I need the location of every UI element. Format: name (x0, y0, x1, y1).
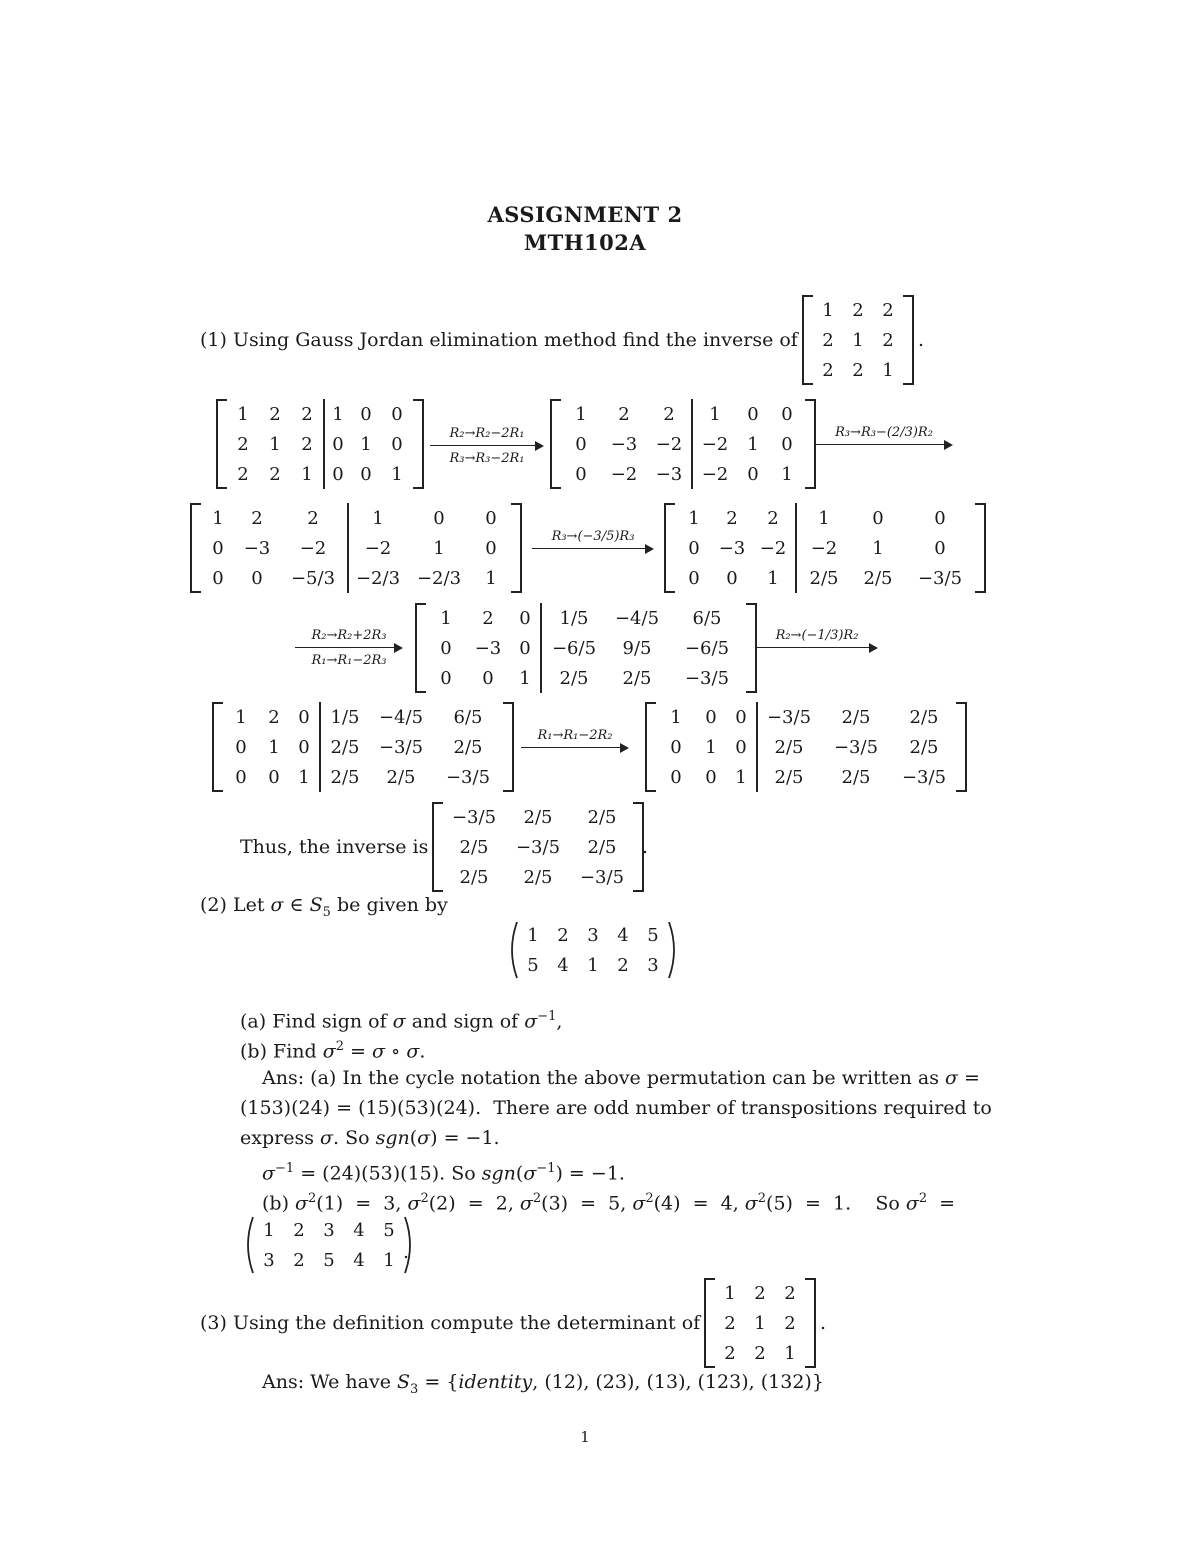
matrix-cell: −3/5 (917, 567, 963, 589)
matrix-cell: −3 (718, 537, 746, 559)
matrix-row (201, 563, 511, 593)
matrix-row (715, 1338, 805, 1368)
matrix-cell: 2 (237, 463, 249, 485)
matrix-cell: 0 (747, 463, 759, 485)
matrix-row (715, 1278, 805, 1308)
matrix-cell: 0 (360, 463, 372, 485)
matrix-cell: 1 (670, 706, 682, 728)
row-op-arrow-3 (532, 529, 654, 554)
permutation-cell: 5 (527, 954, 539, 976)
matrix-cell: 1 (735, 766, 747, 788)
permutation-row (518, 920, 668, 950)
matrix-cell: 2 (784, 1312, 796, 1334)
matrix-row (227, 459, 413, 489)
matrix-cell: −3/5 (515, 836, 561, 858)
matrix-cell: 0 (268, 766, 280, 788)
matrix-cell: 1 (268, 736, 280, 758)
q2-statement: (2) Let σ ∈ $S_5$ be given by (200, 894, 448, 920)
matrix-cell: −3 (610, 433, 638, 455)
permutation-cell: 3 (263, 1249, 275, 1271)
matrix-cell: 0 (688, 537, 700, 559)
matrix-cell: 2/5 (841, 706, 871, 728)
q1-label: (1) (200, 329, 227, 351)
matrix-cell: 6/5 (453, 706, 483, 728)
permutation-cell: 4 (353, 1219, 365, 1241)
q3-text: Using the definition compute the determinant of (232, 1312, 701, 1334)
row-op-arrow-1 (430, 426, 544, 466)
matrix-cell: 2 (822, 359, 834, 381)
matrix-cell: 0 (781, 403, 793, 425)
permutation-cell: 2 (617, 954, 629, 976)
permutation-sigma (506, 920, 680, 980)
matrix-cell: 1 (298, 766, 310, 788)
result-text: Thus, the inverse is (240, 836, 429, 858)
q2-ans-label: Ans: (262, 1067, 305, 1089)
matrix-cell: 0 (391, 433, 403, 455)
matrix-cell: −3 (655, 463, 683, 485)
matrix-cell: −2 (610, 463, 638, 485)
matrix-cell: −2/3 (348, 563, 407, 593)
matrix-cell: 2 (301, 433, 313, 455)
q1-matrix (802, 295, 914, 385)
matrix-cell: 2 (852, 299, 864, 321)
permutation-cell: 1 (587, 954, 599, 976)
augmented-matrix-5 (212, 702, 514, 792)
matrix-cell: 2/5 (841, 766, 871, 788)
matrix-cell: 1 (433, 537, 445, 559)
matrix-cell: 0 (705, 706, 717, 728)
matrix-cell: 0 (934, 507, 946, 529)
matrix-row (201, 533, 511, 563)
matrix-cell: 2/5 (523, 866, 553, 888)
matrix-cell: 0 (575, 463, 587, 485)
matrix-cell: 0 (360, 403, 372, 425)
matrix-cell: 2/5 (909, 706, 939, 728)
matrix-cell: 2/5 (523, 806, 553, 828)
matrix-cell: 0 (519, 637, 531, 659)
matrix-cell: 2 (237, 433, 249, 455)
matrix-cell: −2 (759, 537, 787, 559)
matrix-cell: 1 (754, 1312, 766, 1334)
matrix-cell: 0 (433, 507, 445, 529)
permutation-cell: 2 (557, 924, 569, 946)
matrix-cell: 0 (482, 667, 494, 689)
inverse-matrix (432, 802, 644, 892)
matrix-cell: 2 (754, 1282, 766, 1304)
matrix-cell: −6/5 (541, 633, 606, 663)
matrix-row (223, 762, 503, 792)
matrix-cell: 2 (269, 463, 281, 485)
matrix-row (813, 355, 903, 385)
matrix-row (561, 429, 805, 459)
matrix-cell: −3 (243, 537, 271, 559)
matrix-row (675, 563, 975, 593)
matrix-row (426, 633, 746, 663)
matrix-cell: 2/5 (622, 667, 652, 689)
matrix-cell: 2 (618, 403, 630, 425)
matrix-cell: 0 (575, 433, 587, 455)
q2-answer-line-5: (b) $\sigma^2(1) = 3$, $\sigma^2(2) = 2$, $\sigma^2(3) = 5$, $\sigma^2(4) = 4$, $\sigma^2(5) = 1$. So $\sigma^2$ = (262, 1191, 956, 1215)
matrix-cell: 0 (298, 706, 310, 728)
matrix-cell: 1 (212, 507, 224, 529)
matrix-cell: 2 (724, 1312, 736, 1334)
matrix-row (813, 325, 903, 355)
matrix-cell: 1 (784, 1342, 796, 1364)
q3-period: . (820, 1312, 827, 1334)
matrix-cell: −2 (692, 459, 737, 489)
matrix-cell: 0 (212, 537, 224, 559)
q2-part-a: (a) Find sign of σ and sign of $\sigma^{-1}$, (240, 1009, 563, 1033)
matrix-cell: 0 (670, 736, 682, 758)
permutation-row (254, 1215, 404, 1245)
matrix-cell: −3/5 (901, 766, 947, 788)
q2-answer-line-3: express σ. So sgn(σ) = −1. (240, 1127, 500, 1149)
matrix-cell: 2 (726, 507, 738, 529)
matrix-row (561, 399, 805, 429)
matrix-cell: 0 (705, 766, 717, 788)
matrix-cell: −2/3 (416, 567, 462, 589)
matrix-row (675, 503, 975, 533)
matrix-cell: −6/5 (684, 637, 730, 659)
matrix-cell: 0 (670, 766, 682, 788)
augmented-matrix-3 (664, 503, 986, 593)
matrix-cell: −4/5 (378, 706, 424, 728)
matrix-cell: 2/5 (320, 732, 369, 762)
course-code: MTH102A (523, 230, 647, 255)
row-op-arrow-6 (521, 728, 629, 753)
matrix-cell: 1 (822, 299, 834, 321)
augmented-matrix-2 (190, 503, 522, 593)
row-op-4-bottom: R₁→R₁−2R₃ (311, 653, 387, 668)
matrix-cell: −2 (299, 537, 327, 559)
permutation-sigma-squared (242, 1215, 416, 1275)
q1-statement (200, 328, 798, 352)
matrix-cell: 0 (688, 567, 700, 589)
q2-answer-line-4: $\sigma^{-1} = (24)(53)(15)$. So $sgn(\sigma^{-1}) = -1$. (262, 1161, 625, 1185)
matrix-cell: 2/5 (459, 866, 489, 888)
matrix-cell: 0 (324, 429, 351, 459)
matrix-cell: 2/5 (453, 736, 483, 758)
matrix-cell: 2/5 (320, 762, 369, 792)
row-op-6: R₁→R₁−2R₂ (537, 728, 613, 743)
row-op-1-top: R₂→R₂−2R₁ (449, 426, 525, 441)
page-title: ASSIGNMENT 2 (487, 202, 683, 227)
permutation-cell: 1 (527, 924, 539, 946)
matrix-row (656, 702, 956, 732)
permutation-cell: 1 (383, 1249, 395, 1271)
matrix-cell: 0 (440, 667, 452, 689)
page-number: 1 (580, 1428, 590, 1446)
matrix-cell: 2/5 (386, 766, 416, 788)
matrix-cell: 1 (391, 463, 403, 485)
matrix-cell: 1 (796, 503, 851, 533)
matrix-cell: 0 (440, 637, 452, 659)
matrix-cell: 1 (688, 507, 700, 529)
matrix-row (426, 663, 746, 693)
matrix-cell: 0 (298, 736, 310, 758)
matrix-row (426, 603, 746, 633)
matrix-cell: 1 (724, 1282, 736, 1304)
matrix-cell: −3/5 (445, 766, 491, 788)
matrix-cell: 2 (482, 607, 494, 629)
permutation-cell: 4 (353, 1249, 365, 1271)
q3-answer: Ans: We have $S_3$ = {identity, (12), (23), (13), (123), (132)} (262, 1371, 824, 1397)
row-op-arrow-4 (295, 628, 403, 668)
row-op-5: R₂→(−1/3)R₂ (775, 628, 859, 643)
matrix-cell: 0 (934, 537, 946, 559)
matrix-cell: 2 (301, 403, 313, 425)
q1-text: Using Gauss Jordan elimination method find the inverse of (232, 329, 798, 351)
matrix-cell: 2/5 (541, 663, 606, 693)
matrix-cell: 1/5 (541, 603, 606, 633)
permutation-cell: 5 (383, 1219, 395, 1241)
matrix-cell: 1 (767, 567, 779, 589)
q3-ans-label: Ans: (262, 1371, 305, 1393)
q3-statement (200, 1311, 700, 1335)
matrix-cell: 1 (747, 433, 759, 455)
matrix-cell: 2 (767, 507, 779, 529)
matrix-row (443, 832, 633, 862)
matrix-cell: 1 (692, 399, 737, 429)
permutation-cell: 3 (323, 1219, 335, 1241)
matrix-cell: 2/5 (459, 836, 489, 858)
matrix-row (223, 732, 503, 762)
matrix-cell: 2/5 (909, 736, 939, 758)
permutation-cell: 4 (557, 954, 569, 976)
matrix-cell: 0 (251, 567, 263, 589)
matrix-cell: 2/5 (863, 567, 893, 589)
matrix-cell: 0 (726, 567, 738, 589)
matrix-cell: 6/5 (692, 607, 722, 629)
matrix-cell: 0 (519, 607, 531, 629)
row-op-arrow-5 (756, 628, 878, 653)
matrix-cell: 2 (784, 1282, 796, 1304)
matrix-cell: −2 (655, 433, 683, 455)
matrix-cell: 0 (485, 537, 497, 559)
q2-label: (2) (200, 894, 227, 916)
matrix-cell: −2 (796, 533, 851, 563)
matrix-cell: 1 (882, 359, 894, 381)
augmented-matrix-0 (216, 399, 424, 489)
matrix-cell: 0 (235, 766, 247, 788)
augmented-matrix-4 (415, 603, 757, 693)
matrix-cell: −2 (348, 533, 407, 563)
matrix-row (443, 802, 633, 832)
matrix-cell: 0 (735, 736, 747, 758)
permutation-cell: 5 (647, 924, 659, 946)
matrix-cell: 1 (235, 706, 247, 728)
matrix-cell: −2 (692, 429, 737, 459)
matrix-cell: 1 (781, 463, 793, 485)
matrix-cell: 2 (663, 403, 675, 425)
permutation-cell: 5 (323, 1249, 335, 1271)
matrix-cell: 1 (301, 463, 313, 485)
matrix-cell: 1 (360, 433, 372, 455)
matrix-cell: 2/5 (796, 563, 851, 593)
matrix-cell: −3 (474, 637, 502, 659)
matrix-cell: 2 (754, 1342, 766, 1364)
matrix-cell: 2 (307, 507, 319, 529)
matrix-row (561, 459, 805, 489)
matrix-cell: 2 (852, 359, 864, 381)
sigma2-period: . (403, 1241, 410, 1263)
matrix-cell: 0 (212, 567, 224, 589)
matrix-cell: 1 (237, 403, 249, 425)
matrix-row (675, 533, 975, 563)
matrix-cell: 1 (485, 567, 497, 589)
matrix-cell: 2/5 (757, 762, 820, 792)
matrix-cell: −3/5 (757, 702, 820, 732)
matrix-cell: 1 (705, 736, 717, 758)
q3-label: (3) (200, 1312, 227, 1334)
inverse-period: . (642, 836, 649, 858)
permutation-cell: 3 (587, 924, 599, 946)
matrix-cell: 2/5 (587, 836, 617, 858)
matrix-cell: −3/5 (451, 806, 497, 828)
matrix-cell: 2/5 (587, 806, 617, 828)
matrix-cell: 2 (724, 1342, 736, 1364)
q1-period: . (918, 329, 925, 351)
row-op-3: R₃→(−3/5)R₃ (551, 529, 635, 544)
q2-answer-line-1: Ans: (a) In the cycle notation the above permutation can be written as σ = (262, 1067, 980, 1089)
matrix-cell: 0 (781, 433, 793, 455)
matrix-cell: 1/5 (320, 702, 369, 732)
matrix-cell: 0 (485, 507, 497, 529)
matrix-row (656, 762, 956, 792)
matrix-cell: 2 (269, 403, 281, 425)
matrix-cell: 1 (852, 329, 864, 351)
matrix-row (443, 862, 633, 892)
matrix-cell: 1 (324, 399, 351, 429)
permutation-cell: 3 (647, 954, 659, 976)
permutation-row (254, 1245, 404, 1275)
permutation-row (518, 950, 668, 980)
matrix-cell: 2 (251, 507, 263, 529)
q2-part-b: (b) Find $\sigma^2 = \sigma$ ∘ σ. (240, 1039, 426, 1063)
augmented-matrix-6 (645, 702, 967, 792)
matrix-row (227, 429, 413, 459)
matrix-cell: −3/5 (833, 736, 879, 758)
matrix-cell: 0 (324, 459, 351, 489)
matrix-cell: 0 (735, 706, 747, 728)
matrix-cell: 1 (575, 403, 587, 425)
row-op-2: R₃→R₃−(2/3)R₂ (835, 425, 933, 440)
matrix-cell: 0 (872, 507, 884, 529)
matrix-cell: 2 (822, 329, 834, 351)
matrix-cell: −5/3 (290, 567, 336, 589)
matrix-cell: −4/5 (614, 607, 660, 629)
row-op-4-top: R₂→R₂+2R₃ (311, 628, 387, 643)
matrix-cell: −3/5 (378, 736, 424, 758)
row-op-1-bottom: R₃→R₃−2R₁ (449, 451, 525, 466)
matrix-cell: 0 (391, 403, 403, 425)
matrix-row (201, 503, 511, 533)
matrix-cell: 1 (348, 503, 407, 533)
matrix-row (813, 295, 903, 325)
matrix-cell: 0 (235, 736, 247, 758)
permutation-cell: 4 (617, 924, 629, 946)
row-op-arrow-2 (815, 425, 953, 450)
matrix-cell: −3/5 (684, 667, 730, 689)
matrix-row (715, 1308, 805, 1338)
matrix-cell: 9/5 (622, 637, 652, 659)
q3-matrix (704, 1278, 816, 1368)
matrix-cell: 1 (440, 607, 452, 629)
matrix-cell: 2 (268, 706, 280, 728)
permutation-cell: 1 (263, 1219, 275, 1241)
matrix-cell: 2 (882, 329, 894, 351)
matrix-cell: 0 (747, 403, 759, 425)
permutation-cell: 2 (293, 1249, 305, 1271)
matrix-cell: 1 (872, 537, 884, 559)
matrix-row (656, 732, 956, 762)
matrix-cell: −3/5 (579, 866, 625, 888)
q2-answer-line-2: (153)(24) = (15)(53)(24). There are odd number of transpositions required to (240, 1097, 992, 1119)
matrix-cell: 2 (882, 299, 894, 321)
permutation-cell: 2 (293, 1219, 305, 1241)
matrix-row (227, 399, 413, 429)
matrix-cell: 1 (519, 667, 531, 689)
matrix-row (223, 702, 503, 732)
matrix-cell: 1 (269, 433, 281, 455)
matrix-cell: 2/5 (757, 732, 820, 762)
augmented-matrix-1 (550, 399, 816, 489)
